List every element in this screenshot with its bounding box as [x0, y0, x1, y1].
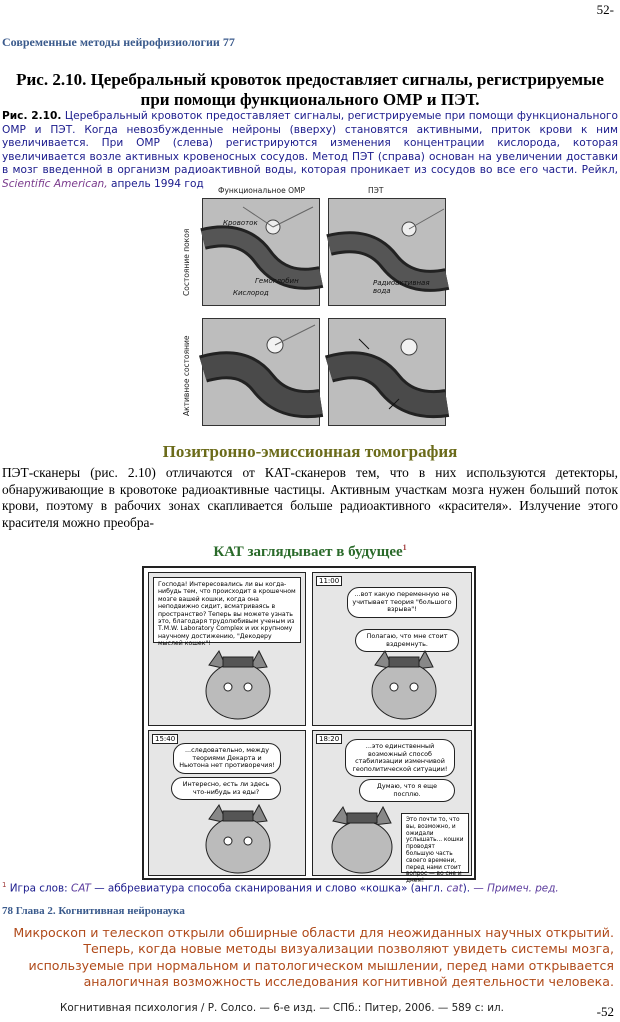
- comic-heading-text: КАТ заглядывает в будущее: [213, 544, 403, 560]
- comic-panel-2-time: 11:00: [316, 576, 342, 586]
- caption-text: Церебральный кровоток предоставляет сигналы, регистрируемые при помощи функционального ОМР и ПЭТ. Когда невозбужденные нейроны (вверху) становятся активными, приток крови к ним увеличивается. При ОМР (слева) регистрируются изменения концентрации кислорода, которая увеличивается возле активных кровеносных сосудов. Метод ПЭТ (справа) основан на увеличении доставки в мозг введенной в организм радиоактивной воды, которая проникает из сосудов во все его части. Рейкл,: [2, 110, 618, 176]
- footnote-mid: — аббревиатура способа сканирования и слово «кошка» (англ.: [94, 882, 444, 895]
- footnote-term: CAT: [70, 882, 91, 895]
- panel-fmri-active: [202, 318, 320, 426]
- highlight-paragraph: Микроскоп и телескоп открыли обширные области для неожиданных научных открытий. Теперь, когда новые методы визуализации позволяют увидеть системы мозга, используемые при нормальном и патологическом мышлении, перед нами открывается аналогичная возможность исследования когнитивной деятельности человека.: [13, 925, 614, 990]
- caption-date: апрель 1994 год: [111, 177, 204, 190]
- figure-2-10: [178, 186, 450, 432]
- footnote: [2, 881, 618, 894]
- comic-panel-3-thought-2: Интересно, есть ли здесь что-нибудь из еды?: [171, 777, 281, 800]
- comic-panel-4: [312, 730, 472, 885]
- comic-panel-2: [312, 572, 472, 726]
- chapter-footer: 78 Глава 2. Когнитивная нейронаука: [2, 905, 185, 917]
- panel-pet-rest: [328, 198, 446, 306]
- citation: Когнитивная психология / Р. Солсо. — 6-е изд. — СПб.: Питер, 2006. — 589 с: ил.: [60, 1002, 504, 1014]
- footnote-lead: Игра слов:: [9, 882, 68, 895]
- comic-panel-4-thought: ...это единственный возможный способ стабилизации изменчивой геополитической ситуации!: [345, 739, 455, 777]
- col-label-pet: ПЭТ: [368, 186, 384, 195]
- comic-heading-footnote-mark: 1: [402, 543, 407, 552]
- page-number-top: 52-: [596, 2, 614, 17]
- comic-panel-1-text: Господа! Интересовались ли вы когда-нибудь тем, что происходит в крошечном мозге вашей кошки, когда она неподвижно сидит, всматриваясь в пространство? Теперь вы можете узнать это, благодаря трудолюбивым ученым из Т.М.W. Laboratory Complex и их крупному научному достижению, "Декодеру мыслей кошек"!: [153, 577, 301, 643]
- comic-panel-4-thought-2: Думаю, что я еще посплю.: [359, 779, 455, 802]
- vessel-fmri-active-drawing: [203, 319, 321, 427]
- ann-hemoglobin: Гемоглобин: [255, 277, 299, 285]
- comic-panel-2-thought-2: Полагаю, что мне стоит вздремнуть.: [355, 629, 459, 652]
- comic-panel-1: [148, 572, 306, 726]
- caption-lead: Рис. 2.10.: [2, 110, 62, 122]
- figure-caption: [2, 110, 618, 191]
- footnote-term-2: cat: [446, 882, 463, 895]
- comic-panel-4-time: 18:20: [316, 734, 342, 744]
- comic-strip: [142, 566, 476, 885]
- caption-source: Scientific American,: [2, 177, 108, 190]
- ann-radioactive-water: Радиоактивная вода: [373, 279, 430, 295]
- ann-oxygen: Кислород: [233, 289, 269, 297]
- vessel-pet-active-drawing: [329, 319, 447, 427]
- running-head: Современные методы нейрофизиологии 77: [2, 35, 235, 49]
- footnote-note: — Примеч. ред.: [473, 882, 559, 895]
- figure-title: Рис. 2.10. Церебральный кровоток предоставляет сигналы, регистрируемые при помощи функционального ОМР и ПЭТ.: [16, 70, 604, 109]
- comic-panel-3: [148, 730, 306, 876]
- comic-panel-4-box: Это почти то, что вы, возможно, и ожидали услышать... кошки проводят большую часть своего времени, перед нами стоит вопрос — во сне и днем!: [401, 813, 469, 873]
- body-paragraph: ПЭТ-сканеры (рис. 2.10) отличаются от КАТ-сканеров тем, что в них используются детекторы, обнаруживающие в кровотоке радиоактивные частицы. Активным участкам мозга нужен больший поток крови, поэтому в рабочих зонах скапливается больше радиоактивного «красителя». Излучение этого красителя можно преобра-: [2, 465, 618, 530]
- panel-pet-active: [328, 318, 446, 426]
- row-label-rest: Состояние покоя: [182, 228, 191, 296]
- ann-bloodflow: Кровоток: [223, 219, 258, 227]
- comic-panel-3-thought: ...следовательно, между теориями Декарта и Ньютона нет противоречия!: [173, 743, 281, 774]
- page-number-bottom: -52: [596, 1004, 614, 1019]
- comic-heading: [0, 543, 620, 561]
- col-label-fmri: Функциональное ОМР: [218, 186, 305, 195]
- section-heading: Позитронно-эмиссионная томография: [162, 442, 458, 461]
- comic-panel-3-time: 15:40: [152, 734, 178, 744]
- comic-panel-2-thought: ...вот какую переменную не учитывает теория "большого взрыва"!: [347, 587, 457, 618]
- footnote-end: ).: [462, 882, 471, 895]
- panel-fmri-rest: [202, 198, 320, 306]
- footnote-mark: 1: [2, 881, 7, 889]
- row-label-active: Активное состояние: [182, 335, 191, 416]
